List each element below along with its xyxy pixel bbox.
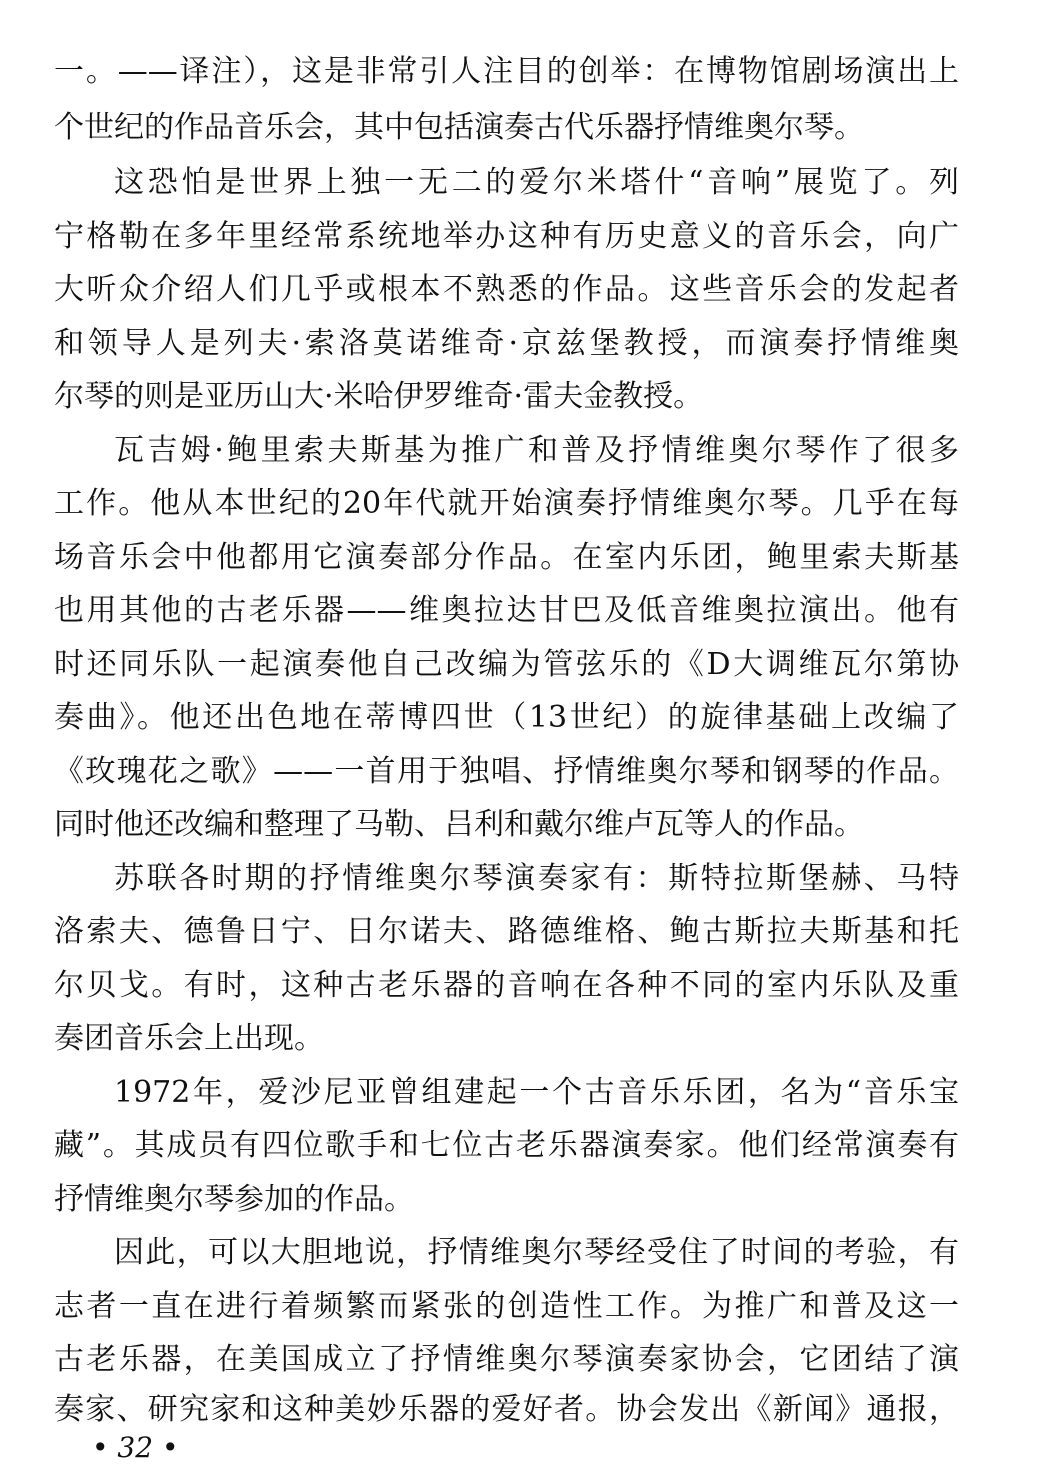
text-line: 洛索夫、德鲁日宁、日尔诺夫、路德维格、鲍古斯拉夫斯基和托 bbox=[54, 914, 959, 949]
page-number: • 32 • bbox=[92, 1431, 179, 1464]
text-line: 场音乐会中他都用它演奏部分作品。在室内乐团，鲍里索夫斯基 bbox=[54, 540, 959, 575]
text-line: 奏家、研究家和这种美妙乐器的爱好者。协会发出《新闻》通报， bbox=[54, 1392, 959, 1427]
paragraph-start-line: 因此，可以大胆地说，抒情维奥尔琴经受住了时间的考验，有 bbox=[114, 1235, 959, 1270]
text-line: 大听众介绍人们几乎或根本不熟悉的作品。这些音乐会的发起者 bbox=[54, 272, 959, 307]
text-line: 志者一直在进行着频繁而紧张的创造性工作。为推广和普及这一 bbox=[54, 1289, 959, 1324]
text-line: 尔琴的则是亚历山大·米哈伊罗维奇·雷夫金教授。 bbox=[54, 379, 704, 414]
text-line: 尔贝戈。有时，这种古老乐器的音响在各种不同的室内乐队及重 bbox=[54, 968, 959, 1003]
text-line: 和领导人是列夫·索洛莫诺维奇·京兹堡教授，而演奏抒情维奥 bbox=[54, 326, 959, 361]
text-line: 个世纪的作品音乐会，其中包括演奏古代乐器抒情维奥尔琴。 bbox=[54, 110, 864, 145]
text-line: 奏曲》。他还出色地在蒂博四世（13世纪）的旋律基础上改编了 bbox=[54, 700, 959, 735]
text-line: 《玫瑰花之歌》——一首用于独唱、抒情维奥尔琴和钢琴的作品。 bbox=[54, 754, 959, 789]
text-line: 同时他还改编和整理了马勒、吕利和戴尔维卢瓦等人的作品。 bbox=[54, 807, 864, 842]
paragraph-start-line: 这恐怕是世界上独一无二的爱尔米塔什“音响”展览了。列 bbox=[114, 165, 959, 200]
text-line: 时还同乐队一起演奏他自己改编为管弦乐的《D大调维瓦尔第协 bbox=[54, 647, 959, 682]
text-line: 藏”。其成员有四位歌手和七位古老乐器演奏家。他们经常演奏有 bbox=[54, 1128, 959, 1163]
text-line: 奏团音乐会上出现。 bbox=[54, 1021, 324, 1056]
text-line: 古老乐器，在美国成立了抒情维奥尔琴演奏家协会，它团结了演 bbox=[54, 1342, 959, 1377]
text-line: 也用其他的古老乐器——维奥拉达甘巴及低音维奥拉演出。他有 bbox=[54, 593, 959, 628]
text-line: 工作。他从本世纪的20年代就开始演奏抒情维奥尔琴。几乎在每 bbox=[54, 486, 959, 521]
paragraph-start-line: 瓦吉姆·鲍里索夫斯基为推广和普及抒情维奥尔琴作了很多 bbox=[114, 433, 959, 468]
text-line: 一。——译注），这是非常引人注目的创举：在博物馆剧场演出上 bbox=[54, 54, 959, 89]
paragraph-start-line: 1972年，爱沙尼亚曾组建起一个古音乐乐团，名为“音乐宝 bbox=[114, 1075, 959, 1110]
text-line: 宁格勒在多年里经常系统地举办这种有历史意义的音乐会，向广 bbox=[54, 219, 959, 254]
paragraph-start-line: 苏联各时期的抒情维奥尔琴演奏家有：斯特拉斯堡赫、马特 bbox=[114, 861, 959, 896]
text-line: 抒情维奥尔琴参加的作品。 bbox=[54, 1182, 414, 1217]
